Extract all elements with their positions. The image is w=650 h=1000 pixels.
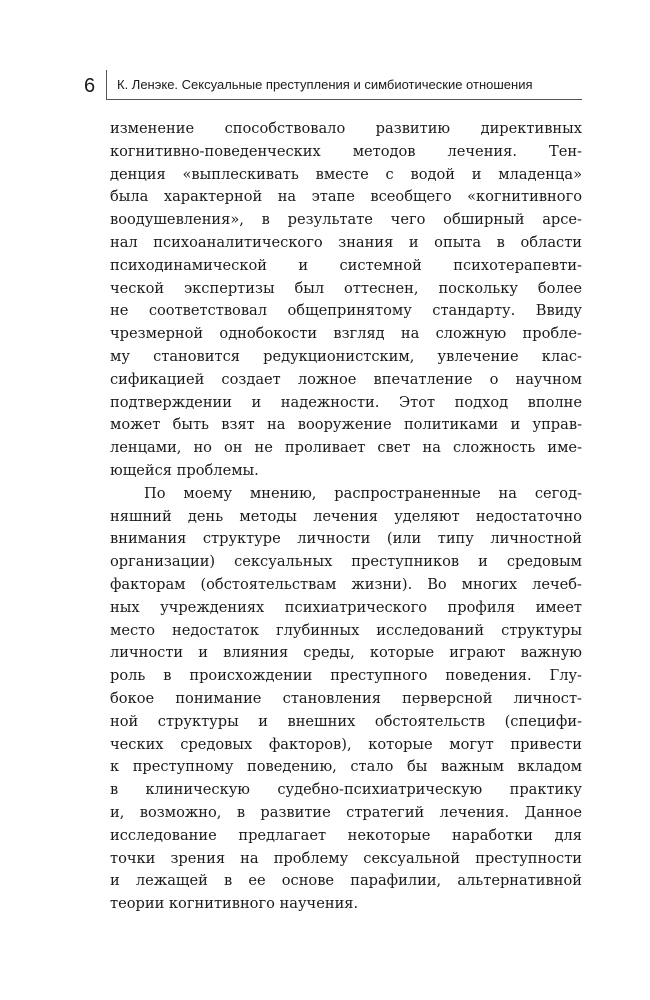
body-text [110, 118, 582, 916]
text-line: внимания структуре личности (или типу личностной [110, 530, 582, 548]
text-line: не соответствовал общепринятому стандарту. Ввиду [110, 302, 582, 320]
text-line: факторам (обстоятельствам жизни). Во многих лечеб- [110, 575, 582, 593]
text-line: может быть взят на вооружение политиками и управ- [110, 416, 582, 434]
text-line: и, возможно, в развитие стратегий лечения. Данное [110, 803, 582, 821]
text-line: бокое понимание становления перверсной личност- [110, 689, 582, 707]
text-line: воодушевления», в результате чего обширный арсе- [110, 211, 582, 229]
text-line: няшний день методы лечения уделяют недостаточно [110, 507, 582, 525]
text-line: сификацией создает ложное впечатление о научном [110, 370, 582, 388]
text-line: ленцами, но он не проливает свет на сложность име- [110, 439, 582, 457]
text-line: психодинамической и системной психотерапевти- [110, 256, 582, 274]
text-line: изменение способствовало развитию директивных [110, 120, 582, 137]
text-line: исследование предлагает некоторые наработки для [110, 826, 582, 844]
text-line: денция «выплескивать вместе с водой и младенца» [110, 165, 582, 183]
text-line: ческих средовых факторов), которые могут привести [110, 735, 582, 753]
text-line: была характерной на этапе всеобщего «когнитивного [110, 188, 582, 206]
paragraph-2 [110, 483, 582, 916]
text-line: чрезмерной однобокости взгляд на сложную пробле- [110, 325, 582, 343]
text-line: организации) сексуальных преступников и средовым [110, 553, 582, 571]
text-line: ющейся проблемы. [110, 461, 259, 479]
text-line: в клиническую судебно-психиатрическую практику [110, 781, 582, 799]
text-line: подтверждении и надежности. Этот подход вполне [110, 393, 582, 411]
text-line: и лежащей в ее основе парафилии, альтернативной [110, 872, 582, 890]
text-line: к преступному поведению, стало бы важным вкладом [110, 758, 582, 776]
text-line: ческой экспертизы был оттеснен, поскольку более [110, 279, 582, 297]
page-number: 6 [84, 75, 96, 97]
text-line: нал психоаналитического знания и опыта в области [110, 233, 582, 251]
text-line: теории когнитивного научения. [110, 895, 359, 913]
text-line: место недостаток глубинных исследований структуры [110, 621, 582, 639]
text-line: точки зрения на проблему сексуальной преступности [110, 849, 582, 867]
text-line: роль в происхождении преступного поведения. Глу- [110, 667, 582, 685]
text-line: когнитивно-поведенческих методов лечения. Тен- [110, 142, 582, 160]
text-line: ной структуры и внешних обстоятельств (специфи- [110, 712, 582, 730]
text-line: По моему мнению, распространенные на сегод- [144, 484, 582, 502]
running-header [106, 70, 582, 100]
running-title: К. Ленэке. Сексуальные преступления и симбиотические отношения [117, 77, 533, 92]
text-line: ных учреждениях психиатрического профиля имеет [110, 598, 582, 616]
text-line: му становится редукционистским, увлечение клас- [110, 347, 582, 365]
text-line: личности и влияния среды, которые играют важную [110, 644, 582, 662]
paragraph-1 [110, 118, 582, 483]
